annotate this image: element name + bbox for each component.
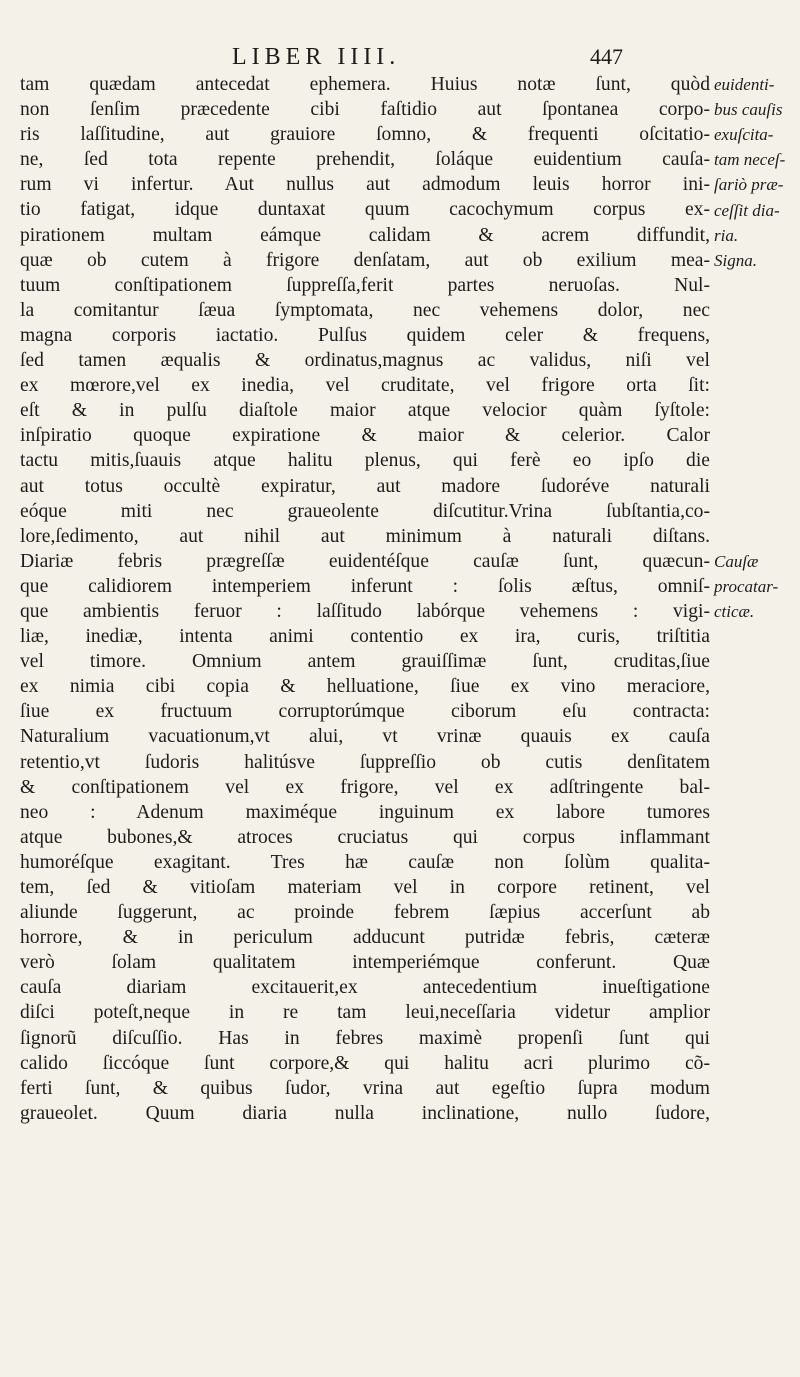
margin-note: euidenti- [714,75,775,94]
margin-note: Cauſæ [714,551,759,571]
text-line: Naturalium vacuationum,vt alui, vt vrinæ quauis ex cauſa [20,726,710,748]
text-line: neo : Adenum maximéque inguinum ex labore tumores [20,801,710,823]
text-line: ex nimia cibi copia & helluatione, ſiue ex vino meraciore, [20,676,710,698]
text-line: ris laſſitudine, aut grauiore ſomno, & frequenti oſcitatio- [20,124,710,146]
text-line: tio fatigat, idque duntaxat quum cacochymum corpus ex- [20,199,710,221]
margin-notes [714,72,798,1272]
text-line: inſpiratio quoque expiratione & maior & celerior. Calor [20,425,710,447]
margin-note: tam neceſ- [714,150,786,170]
margin-note: Signa. [714,250,757,270]
text-line: ſiue ex fructuum corruptorúmque ciborum eſu contracta: [20,701,710,723]
text-line: graueolet. Quum diaria nulla inclinatione, nullo ſudore, [20,1102,710,1124]
margin-note: ria. [714,225,739,245]
page-number: 447 [590,44,623,69]
text-line: magna corporis iactatio. Pulſus quidem celer & frequens, [20,324,710,346]
text-line: humoréſque exagitant. Tres hæ cauſæ non ſolùm qualita- [20,851,710,873]
page-header [0,44,800,74]
margin-note: ceſſit dia- [714,200,780,220]
margin-note: bus cauſis [714,100,783,120]
text-line: eóque miti nec graueolente diſcutitur.Vrina ſubſtantia,co- [20,500,710,522]
text-line: & conſtipationem vel ex frigore, vel ex adſtringente bal- [20,776,710,798]
text-line: cauſa diariam excitauerit,ex antecedentium inueſtigatione [20,977,710,999]
running-head: LIBER IIII. [232,44,401,70]
margin-note: ſariò præ- [714,175,784,195]
text-line: ſignorũ diſcuſſio. Has in febres maximè propenſi ſunt qui [20,1027,710,1049]
text-line: aut totus occultè expiratur, aut madore ſudoréve naturali [20,475,710,497]
text-line: pirationem multam eámque calidam & acrem diffundit, [20,224,710,246]
text-line: que calidiorem intemperiem inferunt : ſolis æſtus, omniſ- [20,575,710,597]
body-text [20,72,710,1126]
margin-note: procatar- [714,577,779,596]
text-line: quæ ob cutem à frigore denſatam, aut ob exilium mea- [20,249,710,271]
text-line: ferti ſunt, & quibus ſudor, vrina aut egeſtio ſupra modum [20,1077,710,1099]
text-line: retentio,vt ſudoris halitúsve ſuppreſſio ob cutis denſitatem [20,751,710,773]
text-line: lore,ſedimento, aut nihil aut minimum à naturali diſtans. [20,525,710,547]
text-line: la comitantur ſæua ſymptomata, nec vehemens dolor, nec [20,299,710,321]
text-line: vel timore. Omnium antem grauiſſimæ ſunt, cruditas,ſiue [20,651,710,673]
text-line: non ſenſim præcedente cibi faſtidio aut ſpontanea corpo- [20,99,710,121]
text-line: calido ſiccóque ſunt corpore,& qui halitu acri plurimo cõ- [20,1052,710,1074]
text-line: tam quædam antecedat ephemera. Huius notæ ſunt, quòd [20,74,710,95]
text-line: ſed tamen æqualis & ordinatus,magnus ac validus, niſi vel [20,350,710,372]
margin-note: exuſcita- [714,125,774,145]
text-line: que ambientis feruor : laſſitudo labórque vehemens : vigi- [20,600,710,622]
text-line: rum vi infertur. Aut nullus aut admodum leuis horror ini- [20,174,710,196]
text-line: Diariæ febris prægreſſæ euidentéſque cauſæ ſunt, quæcun- [20,550,710,572]
margin-note: cticæ. [714,602,755,622]
text-line: ex mœrore,vel ex inedia, vel cruditate, vel frigore orta ſit: [20,375,710,397]
text-line: verò ſolam qualitatem intemperiémque conferunt. Quæ [20,952,710,974]
text-line: tactu mitis,ſuauis atque halitu plenus, qui ferè eo ipſo die [20,450,710,472]
text-line: eſt & in pulſu diaſtole maior atque velocior quàm ſyſtole: [20,400,710,422]
text-line: ne, ſed tota repente prehendit, ſoláque euidentium cauſa- [20,149,710,171]
text-line: horrore, & in periculum adducunt putridæ febris, cæteræ [20,927,710,949]
text-line: atque bubones,& atroces cruciatus qui corpus inflammant [20,826,710,848]
text-line: diſci poteſt,neque in re tam leui,neceſſaria videtur amplior [20,1002,710,1024]
text-line: aliunde ſuggerunt, ac proinde febrem ſæpius accerſunt ab [20,902,710,924]
text-line: tuum conſtipationem ſuppreſſa,ferit partes neruoſas. Nul- [20,274,710,296]
text-line: liæ, inediæ, intenta animi contentio ex ira, curis, triſtitia [20,626,710,648]
text-line: tem, ſed & vitioſam materiam vel in corpore retinent, vel [20,877,710,898]
